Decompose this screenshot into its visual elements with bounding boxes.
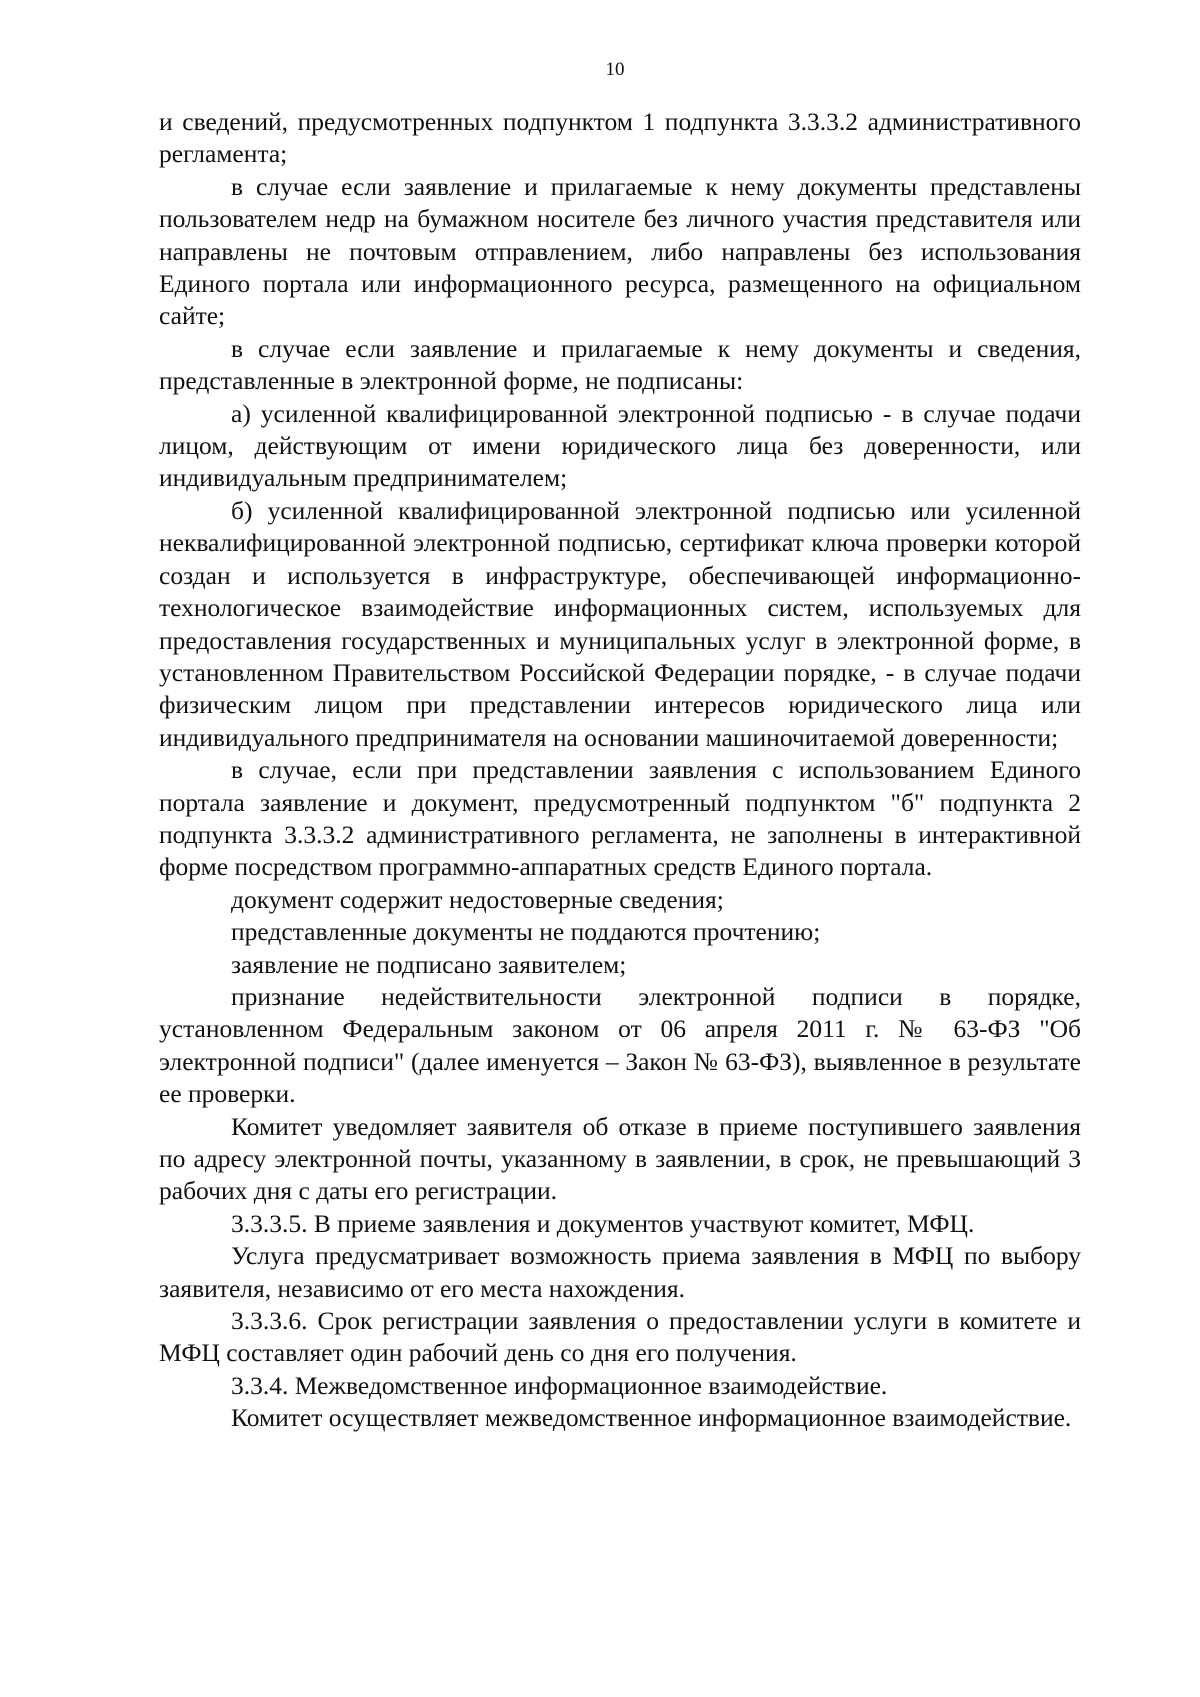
paragraph-10: признание недействительности электронной подписи в порядке, установленном Федеральным законом от 06 апреля 2011 г. № 63-ФЗ "Об электронной подписи" (далее именуется – Закон № 63-ФЗ), выявленное в результате ее проверки. [159,981,1081,1109]
document-body [159,106,1081,1435]
paragraph-3: в случае если заявление и прилагаемые к нему документы и сведения, представленные в электронной форме, не подписаны: [159,333,1081,396]
paragraph-9: заявление не подписано заявителем; [231,949,627,979]
paragraph-5: б) усиленной квалифицированной электронной подписью или усиленной неквалифицированной электронной подписью, сертификат ключа проверки которой создан и используется в инфраструктуре, обеспечивающей информационно-технологическое взаимодействие информационных систем, используемых для предоставления государственных и муниципальных услуг в электронной форме, в установленном Правительством Российской Федерации порядке, - в случае подачи физическим лицом при представлении интересов юридического лица или индивидуального предпринимателя на основании машиночитаемой доверенности; [159,495,1081,752]
page-number: 10 [605,59,625,80]
paragraph-13: Услуга предусматривает возможность приема заявления в МФЦ по выбору заявителя, независимо от его места нахождения. [159,1241,1081,1303]
paragraph-14: 3.3.3.6. Срок регистрации заявления о предоставлении услуги в комитете и МФЦ составляет один рабочий день со дня его получения. [159,1306,1081,1368]
paragraph-2: в случае если заявление и прилагаемые к нему документы представлены пользователем недр на бумажном носителе без личного участия представителя или направлены не почтовым отправлением, либо направлены без использования Единого портала или информационного ресурса, размещенного на официальном сайте; [159,171,1081,331]
paragraph-15: 3.3.4. Межведомственное информационное взаимодействие. [231,1370,888,1400]
paragraph-1: и сведений, предусмотренных подпунктом 1 подпункта 3.3.3.2 административного регламента; [159,107,1081,169]
paragraph-8: представленные документы не поддаются прочтению; [231,917,821,947]
paragraph-7: документ содержит недостоверные сведения; [231,884,724,914]
paragraph-12: 3.3.3.5. В приеме заявления и документов участвуют комитет, МФЦ. [231,1208,975,1238]
paragraph-4: а) усиленной квалифицированной электронной подписью - в случае подачи лицом, действующим от имени юридического лица без доверенности, или индивидуальным предпринимателем; [159,398,1081,493]
paragraph-16: Комитет осуществляет межведомственное информационное взаимодействие. [231,1403,1072,1433]
paragraph-6: в случае, если при представлении заявления с использованием Единого портала заявление и документ, предусмотренный подпунктом "б" подпункта 2 подпункта 3.3.3.2 административного регламента, не заполнены в интерактивной форме посредством программно-аппаратных средств Единого портала. [159,755,1081,882]
paragraph-11: Комитет уведомляет заявителя об отказе в приеме поступившего заявления по адресу электронной почты, указанному в заявлении, в срок, не превышающий 3 рабочих дня с даты его регистрации. [159,1111,1081,1206]
